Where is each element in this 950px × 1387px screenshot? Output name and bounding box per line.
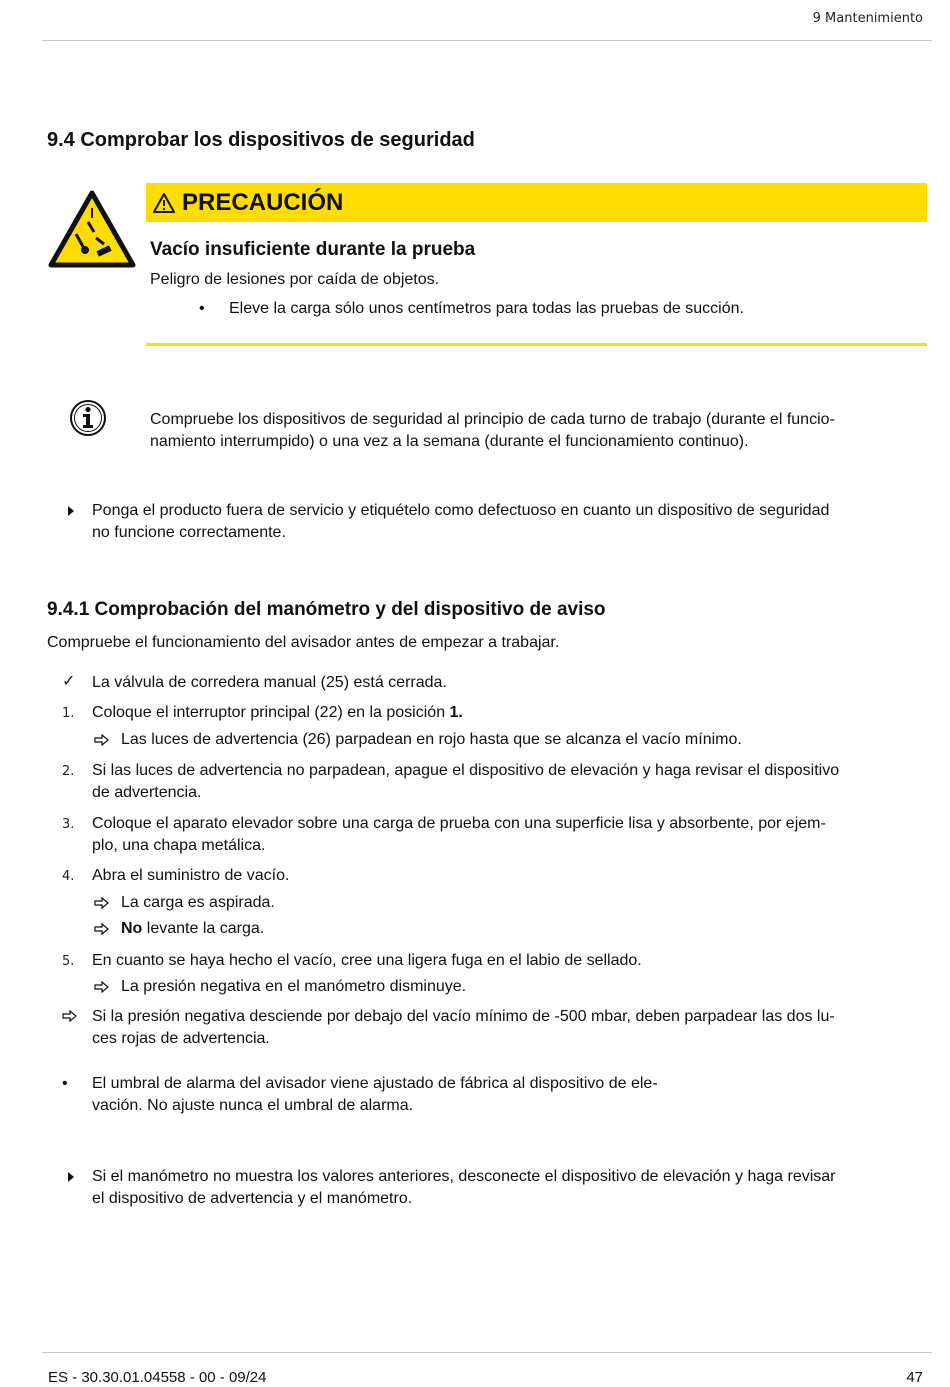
footer-doc-id: ES - 30.30.01.04558 - 00 - 09/24 bbox=[48, 1369, 267, 1386]
final-result-line: ces rojas de advertencia. bbox=[92, 1030, 270, 1047]
final-result-line: Si la presión negativa desciende por debajo del vacío mínimo de -500 mbar, deben parpadear las dos lu- bbox=[92, 1008, 835, 1025]
caution-text: Peligro de lesiones por caída de objetos. bbox=[150, 271, 440, 288]
result-arrow-icon bbox=[94, 981, 110, 993]
footer-page-number: 47 bbox=[906, 1369, 923, 1386]
step-number: 4. bbox=[62, 869, 75, 884]
info-text-line: Compruebe los dispositivos de seguridad al principio de cada turno de trabajo (durante el funcio- bbox=[150, 411, 835, 428]
step-result: Las luces de advertencia (26) parpadean en rojo hasta que se alcanza el vacío mínimo. bbox=[121, 731, 742, 748]
precondition-text: La válvula de corredera manual (25) está cerrada. bbox=[92, 674, 447, 691]
subsection-intro: Compruebe el funcionamiento del avisador antes de empezar a trabajar. bbox=[47, 634, 560, 651]
note-text bbox=[92, 1073, 658, 1117]
chapter-header: 9 Mantenimiento bbox=[812, 11, 923, 26]
instruction-line: Ponga el producto fuera de servicio y etiquételo como defectuoso en cuanto un dispositivo de seguridad bbox=[92, 502, 830, 519]
note-line: vación. No ajuste nunca el umbral de alarma. bbox=[92, 1097, 414, 1114]
result-arrow-icon bbox=[94, 897, 110, 909]
instruction-arrow-icon bbox=[67, 1172, 75, 1182]
caution-bullet-marker: • bbox=[199, 300, 205, 317]
step-text-line: Si las luces de advertencia no parpadean, apague el dispositivo de elevación y haga revisar el dispositivo bbox=[92, 762, 840, 779]
step-text-bold: 1. bbox=[449, 704, 463, 721]
result-arrow-icon bbox=[94, 734, 110, 746]
instruction-arrow-icon bbox=[67, 506, 75, 516]
instruction-line: no funcione correctamente. bbox=[92, 524, 286, 541]
caution-signal-word: PRECAUCIÓN bbox=[182, 189, 344, 216]
instruction-line: Si el manómetro no muestra los valores anteriores, desconecte el dispositivo de elevación y haga revisar bbox=[92, 1168, 836, 1185]
instruction-line: el dispositivo de advertencia y el manómetro. bbox=[92, 1190, 413, 1207]
final-result bbox=[92, 1006, 835, 1050]
step-text: Abra el suministro de vacío. bbox=[92, 867, 290, 884]
info-text bbox=[150, 409, 920, 453]
header-rule bbox=[42, 40, 932, 41]
check-mark-icon: ✓ bbox=[62, 673, 76, 690]
step-number: 2. bbox=[62, 764, 75, 779]
step-number: 3. bbox=[62, 817, 75, 832]
step-text bbox=[92, 760, 839, 804]
info-icon bbox=[69, 399, 107, 437]
warning-triangle-icon bbox=[152, 192, 176, 214]
step-text-line: de advertencia. bbox=[92, 784, 202, 801]
instruction-text bbox=[92, 1166, 836, 1210]
section-title: 9.4 Comprobar los dispositivos de seguridad bbox=[47, 129, 475, 151]
step-number: 1. bbox=[62, 706, 75, 721]
step-text-part: Coloque el interruptor principal (22) en la posición bbox=[92, 704, 450, 721]
falling-objects-warning-icon bbox=[48, 190, 136, 268]
step-result-bold: No bbox=[121, 920, 143, 937]
instruction-text bbox=[92, 500, 829, 544]
caution-bottom-rule bbox=[146, 343, 927, 346]
result-arrow-icon bbox=[62, 1010, 78, 1022]
step-result-part: levante la carga. bbox=[142, 920, 265, 937]
caution-banner bbox=[146, 183, 927, 222]
step-text bbox=[92, 702, 463, 724]
result-arrow-icon bbox=[94, 923, 110, 935]
step-number: 5. bbox=[62, 954, 75, 969]
step-text-line: Coloque el aparato elevador sobre una carga de prueba con una superficie lisa y absorbente, por ejem- bbox=[92, 815, 826, 832]
step-text bbox=[92, 813, 826, 857]
caution-title: Vacío insuficiente durante la prueba bbox=[150, 239, 476, 260]
step-result bbox=[121, 918, 264, 940]
footer-rule bbox=[42, 1352, 932, 1353]
step-result: La carga es aspirada. bbox=[121, 894, 275, 911]
step-text-line: plo, una chapa metálica. bbox=[92, 837, 266, 854]
step-result: La presión negativa en el manómetro disminuye. bbox=[121, 978, 467, 995]
step-text: En cuanto se haya hecho el vacío, cree una ligera fuga en el labio de sellado. bbox=[92, 952, 642, 969]
info-text-line: namiento interrumpido) o una vez a la semana (durante el funcionamiento continuo). bbox=[150, 433, 749, 450]
subsection-title: 9.4.1 Comprobación del manómetro y del dispositivo de aviso bbox=[47, 599, 606, 620]
note-bullet-marker: • bbox=[62, 1075, 68, 1092]
note-line: El umbral de alarma del avisador viene ajustado de fábrica al dispositivo de ele- bbox=[92, 1075, 658, 1092]
caution-bullet: Eleve la carga sólo unos centímetros para todas las pruebas de succión. bbox=[229, 300, 744, 317]
